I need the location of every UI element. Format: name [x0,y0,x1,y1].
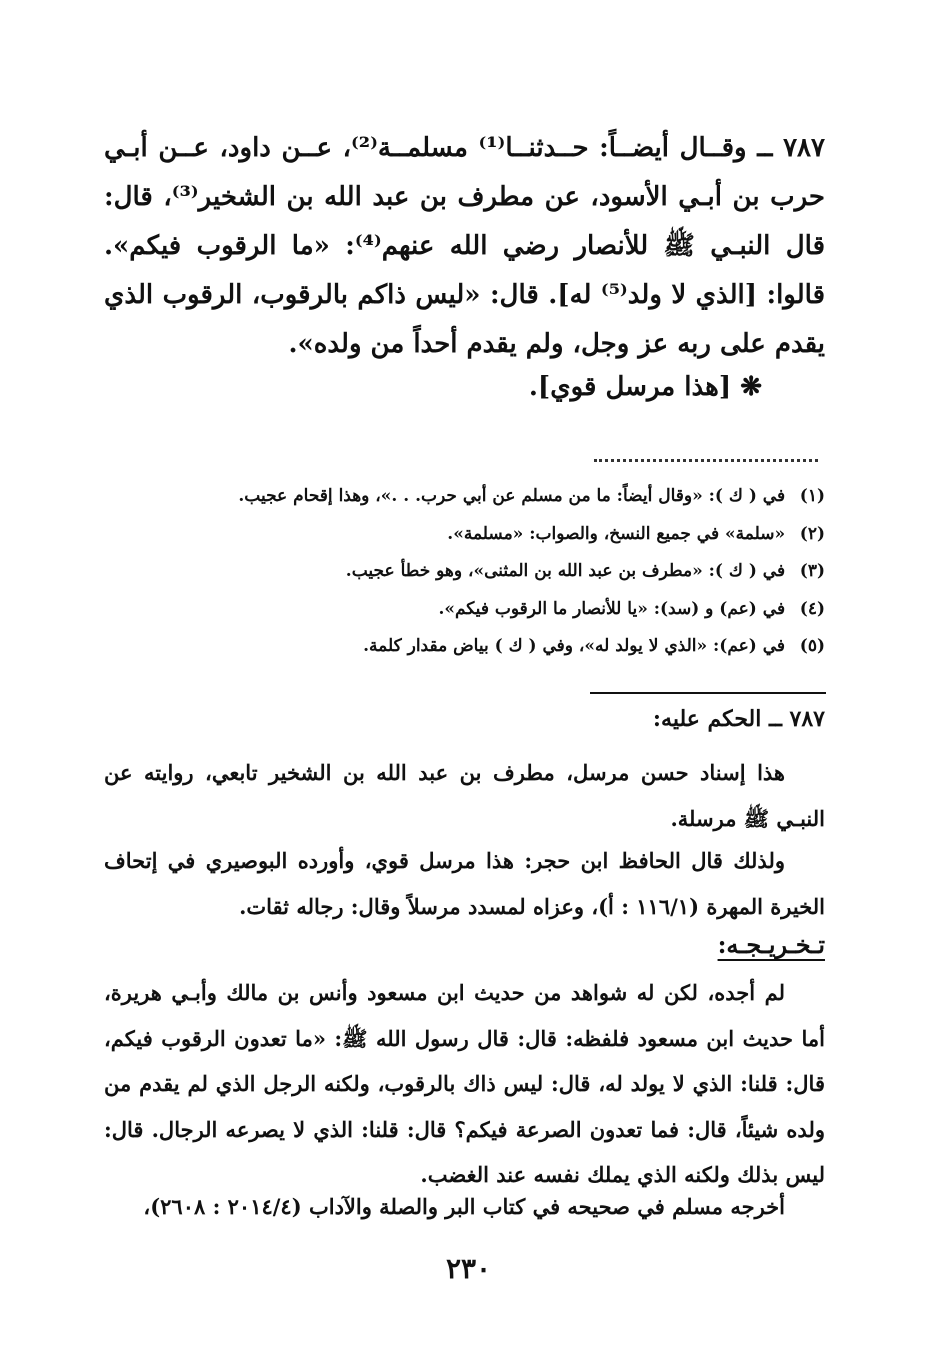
footnote-number: (١) [799,486,825,506]
footnote-item [190,591,825,629]
footnotes-list [190,478,825,666]
footnote-item [190,553,825,591]
footnote-number: (٤) [799,598,825,619]
hadith-verdict: ❋ [هذا مرسل قوي]. [528,372,762,402]
takhrij-heading: تـخـريـجـه: [717,930,825,959]
ruling-paragraph-2: ولذلك قال الحافظ ابن حجر: هذا مرسل قوي، وأورده البوصيري في إتحاف الخيرة المهرة (١١٦/١ : أ)، وعزاه لمسدد مرسلاً وقال: رجاله ثقات. [104,848,825,919]
page-number: ٢٣٠ [445,1252,492,1285]
footnote-text: في ( ك ): «مطرف بن عبد الله بن المثنى»، وهو خطأ عجيب. [345,561,786,581]
takhrij-paragraph-2: أخرجه مسلم في صحيحه في كتاب البر والصلة والآداب (٢٠١٤/٤ : ٢٦٠٨)، [143,1194,785,1219]
takhrij-paragraph-1: لم أجده، لكن له شواهد من حديث ابن مسعود وأنس بن مالك وأبـي هريرة، أما حديث ابن مسعود فلفظه: قال: قال رسول الله ﷺ: «ما تعدون الرقوب فيكم، قال: قلنا: الذي لا يولد له، قال: ليس ذاك بالرقوب، ولكنه الرجل الذي لم يقدم من ولده شيئاً، قال: فما تعدون الصرعة فيكم؟ قال: قلنا: الذي لا يصرعه الرجال. قال: ليس بذلك ولكنه الذي يملك نفسه عند الغضب. [104,980,825,1187]
footnote-item [190,628,825,666]
footnote-separator [594,459,818,462]
footnote-number: (٢) [799,523,825,544]
footnote-text: في (عم): «الذي لا يولد له»، وفي ( ك ) بياض مقدار كلمة. [363,636,786,656]
hadith-paragraph: ٧٨٧ ــ وقــال أيضــاً: حــدثنــا⁽¹⁾ مسلمــة⁽²⁾، عــن داود، عــن أبـي حرب بن أبـي الأسود، عن مطرف بن عبد الله بن الشخير⁽³⁾، قال: قال النبـي ﷺ للأنصار رضي الله عنهم⁽⁴⁾: «ما الرقوب فيكم». قالوا: [الذي لا ولد⁽⁵⁾ له]. قال: «ليس ذاكم بالرقوب، الرقوب الذي يقدم على ربه عز وجل، ولم يقدم أحداً من ولده». [104,133,826,359]
footnote-text: في ( ك ): «وقال أيضاً: ما من مسلم عن أبي حرب. . .»، وهذا إقحام عجيب. [238,486,786,506]
footnote-number: (٣) [799,561,825,581]
hadith-text-block [104,124,825,369]
footnote-item [190,478,825,516]
section-divider [590,692,826,694]
footnote-number: (٥) [799,636,825,656]
footnote-text: في (عم) و (سد): «يا للأنصار ما الرقوب فيكم». [438,598,786,619]
ruling-heading: ٧٨٧ ــ الحكم عليه: [652,706,825,732]
footnote-text: «سلمة» في جميع النسخ، والصواب: «مسلمة». [447,523,786,544]
footnote-item [190,516,825,554]
ruling-paragraph-1: هذا إسناد حسن مرسل، مطرف بن عبد الله بن الشخير تابعي، روايته عن النبـي ﷺ مرسلة. [104,760,825,831]
